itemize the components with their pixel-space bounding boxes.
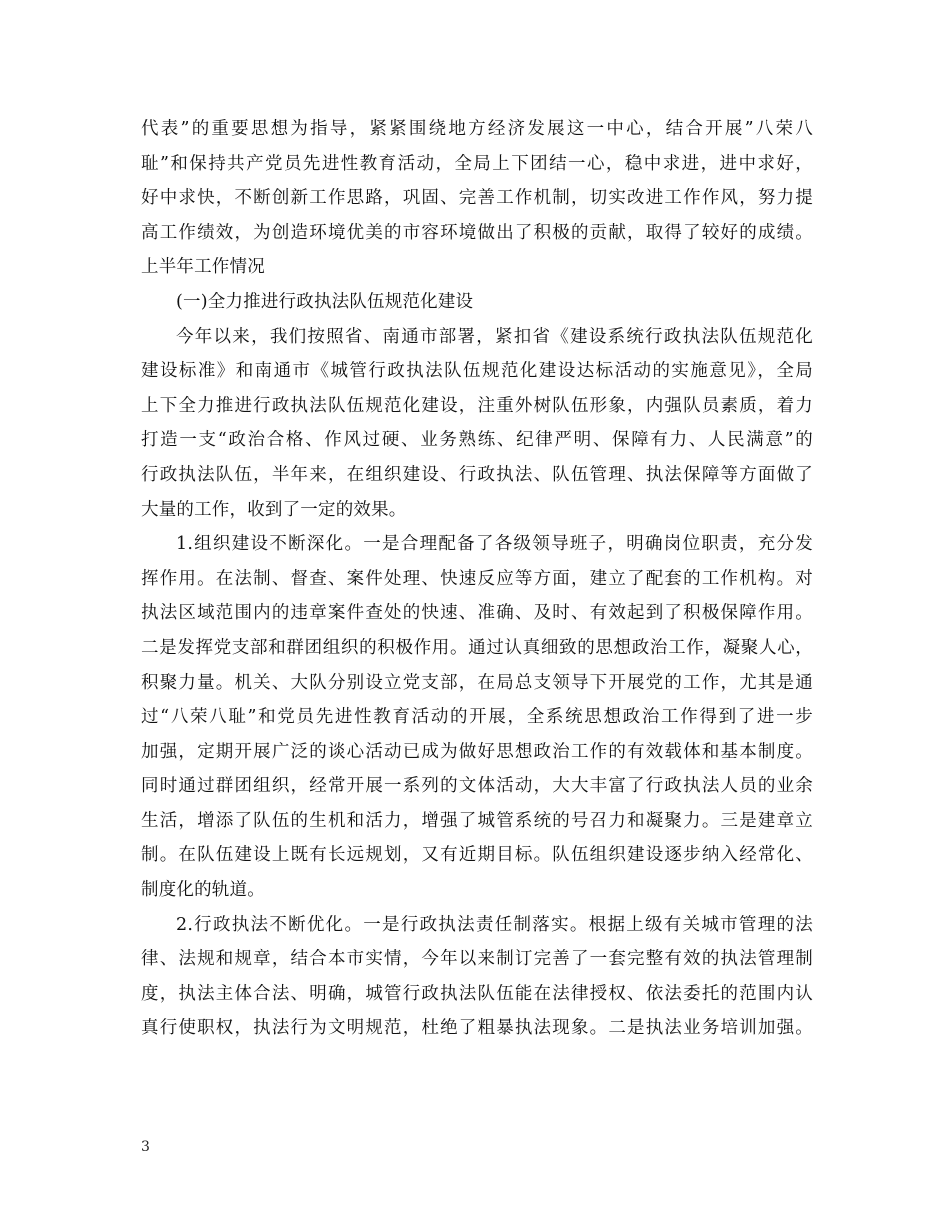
subsection-heading: (一)全力推进行政执法队伍规范化建设	[176, 291, 474, 312]
text-line: 耻”和保持共产党员先进性教育活动，全局上下团结一心，稳中求进，进中求好，	[141, 153, 813, 174]
text-line: 高工作绩效，为创造环境优美的市容环境做出了积极的贡献，取得了较好的成绩。	[141, 222, 813, 243]
text-line: 制度化的轨道。	[141, 880, 265, 901]
text-line: 建设标准》和南通市《城管行政执法队伍规范化建设达标活动的实施意见》，全局	[141, 361, 813, 382]
text-line: 生活，增添了队伍的生机和活力，增强了城管系统的号召力和凝聚力。三是建章立	[141, 810, 813, 831]
section-heading: 上半年工作情况	[141, 257, 265, 278]
text-line: 同时通过群团组织，经常开展一系列的文体活动，大大丰富了行政执法人员的业余	[141, 776, 813, 797]
text-line: 过“八荣八耻”和党员先进性教育活动的开展，全系统思想政治工作得到了进一步	[141, 707, 813, 728]
text-line: 行政执法队伍，半年来，在组织建设、行政执法、队伍管理、执法保障等方面做了	[141, 464, 813, 485]
text-line: 执法区域范围内的违章案件查处的快速、准确、及时、有效起到了积极保障作用。	[141, 603, 813, 624]
text-line: 大量的工作，收到了一定的效果。	[141, 499, 407, 520]
text-line: 打造一支“政治合格、作风过硬、业务熟练、纪律严明、保障有力、人民满意”的	[141, 430, 813, 451]
text-line: 制。在队伍建设上既有长远规划，又有近期目标。队伍组织建设逐步纳入经常化、	[141, 845, 813, 866]
text-line: 上下全力推进行政执法队伍规范化建设，注重外树队伍形象，内强队员素质，着力	[141, 395, 813, 416]
text-line: 2.行政执法不断优化。一是行政执法责任制落实。根据上级有关城市管理的法	[176, 914, 813, 935]
text-line: 积聚力量。机关、大队分别设立党支部，在局总支领导下开展党的工作，尤其是通	[141, 672, 813, 693]
page-number: 3	[141, 1139, 150, 1155]
text-line: 今年以来，我们按照省、南通市部署，紧扣省《建设系统行政执法队伍规范化	[176, 326, 813, 347]
text-line: 二是发挥党支部和群团组织的积极作用。通过认真细致的思想政治工作，凝聚人心，	[141, 637, 813, 658]
text-line: 真行使职权，执法行为文明规范，杜绝了粗暴执法现象。二是执法业务培训加强。	[141, 1018, 813, 1039]
document-body	[141, 112, 813, 1046]
text-line: 代表”的重要思想为指导，紧紧围绕地方经济发展这一中心，结合开展”八荣八	[141, 119, 813, 139]
text-line: 度，执法主体合法、明确，城管行政执法队伍能在法律授权、依法委托的范围内认	[141, 983, 813, 1004]
text-line: 挥作用。在法制、督查、案件处理、快速反应等方面，建立了配套的工作机构。对	[141, 568, 813, 589]
text-line: 加强，定期开展广泛的谈心活动已成为做好思想政治工作的有效载体和基本制度。	[141, 741, 813, 762]
text-line: 好中求快，不断创新工作思路，巩固、完善工作机制，切实改进工作作风，努力提	[141, 188, 813, 209]
text-line: 1.组织建设不断深化。一是合理配备了各级领导班子，明确岗位职责，充分发	[176, 534, 813, 555]
text-line: 律、法规和规章，结合本市实情，今年以来制订完善了一套完整有效的执法管理制	[141, 949, 813, 970]
